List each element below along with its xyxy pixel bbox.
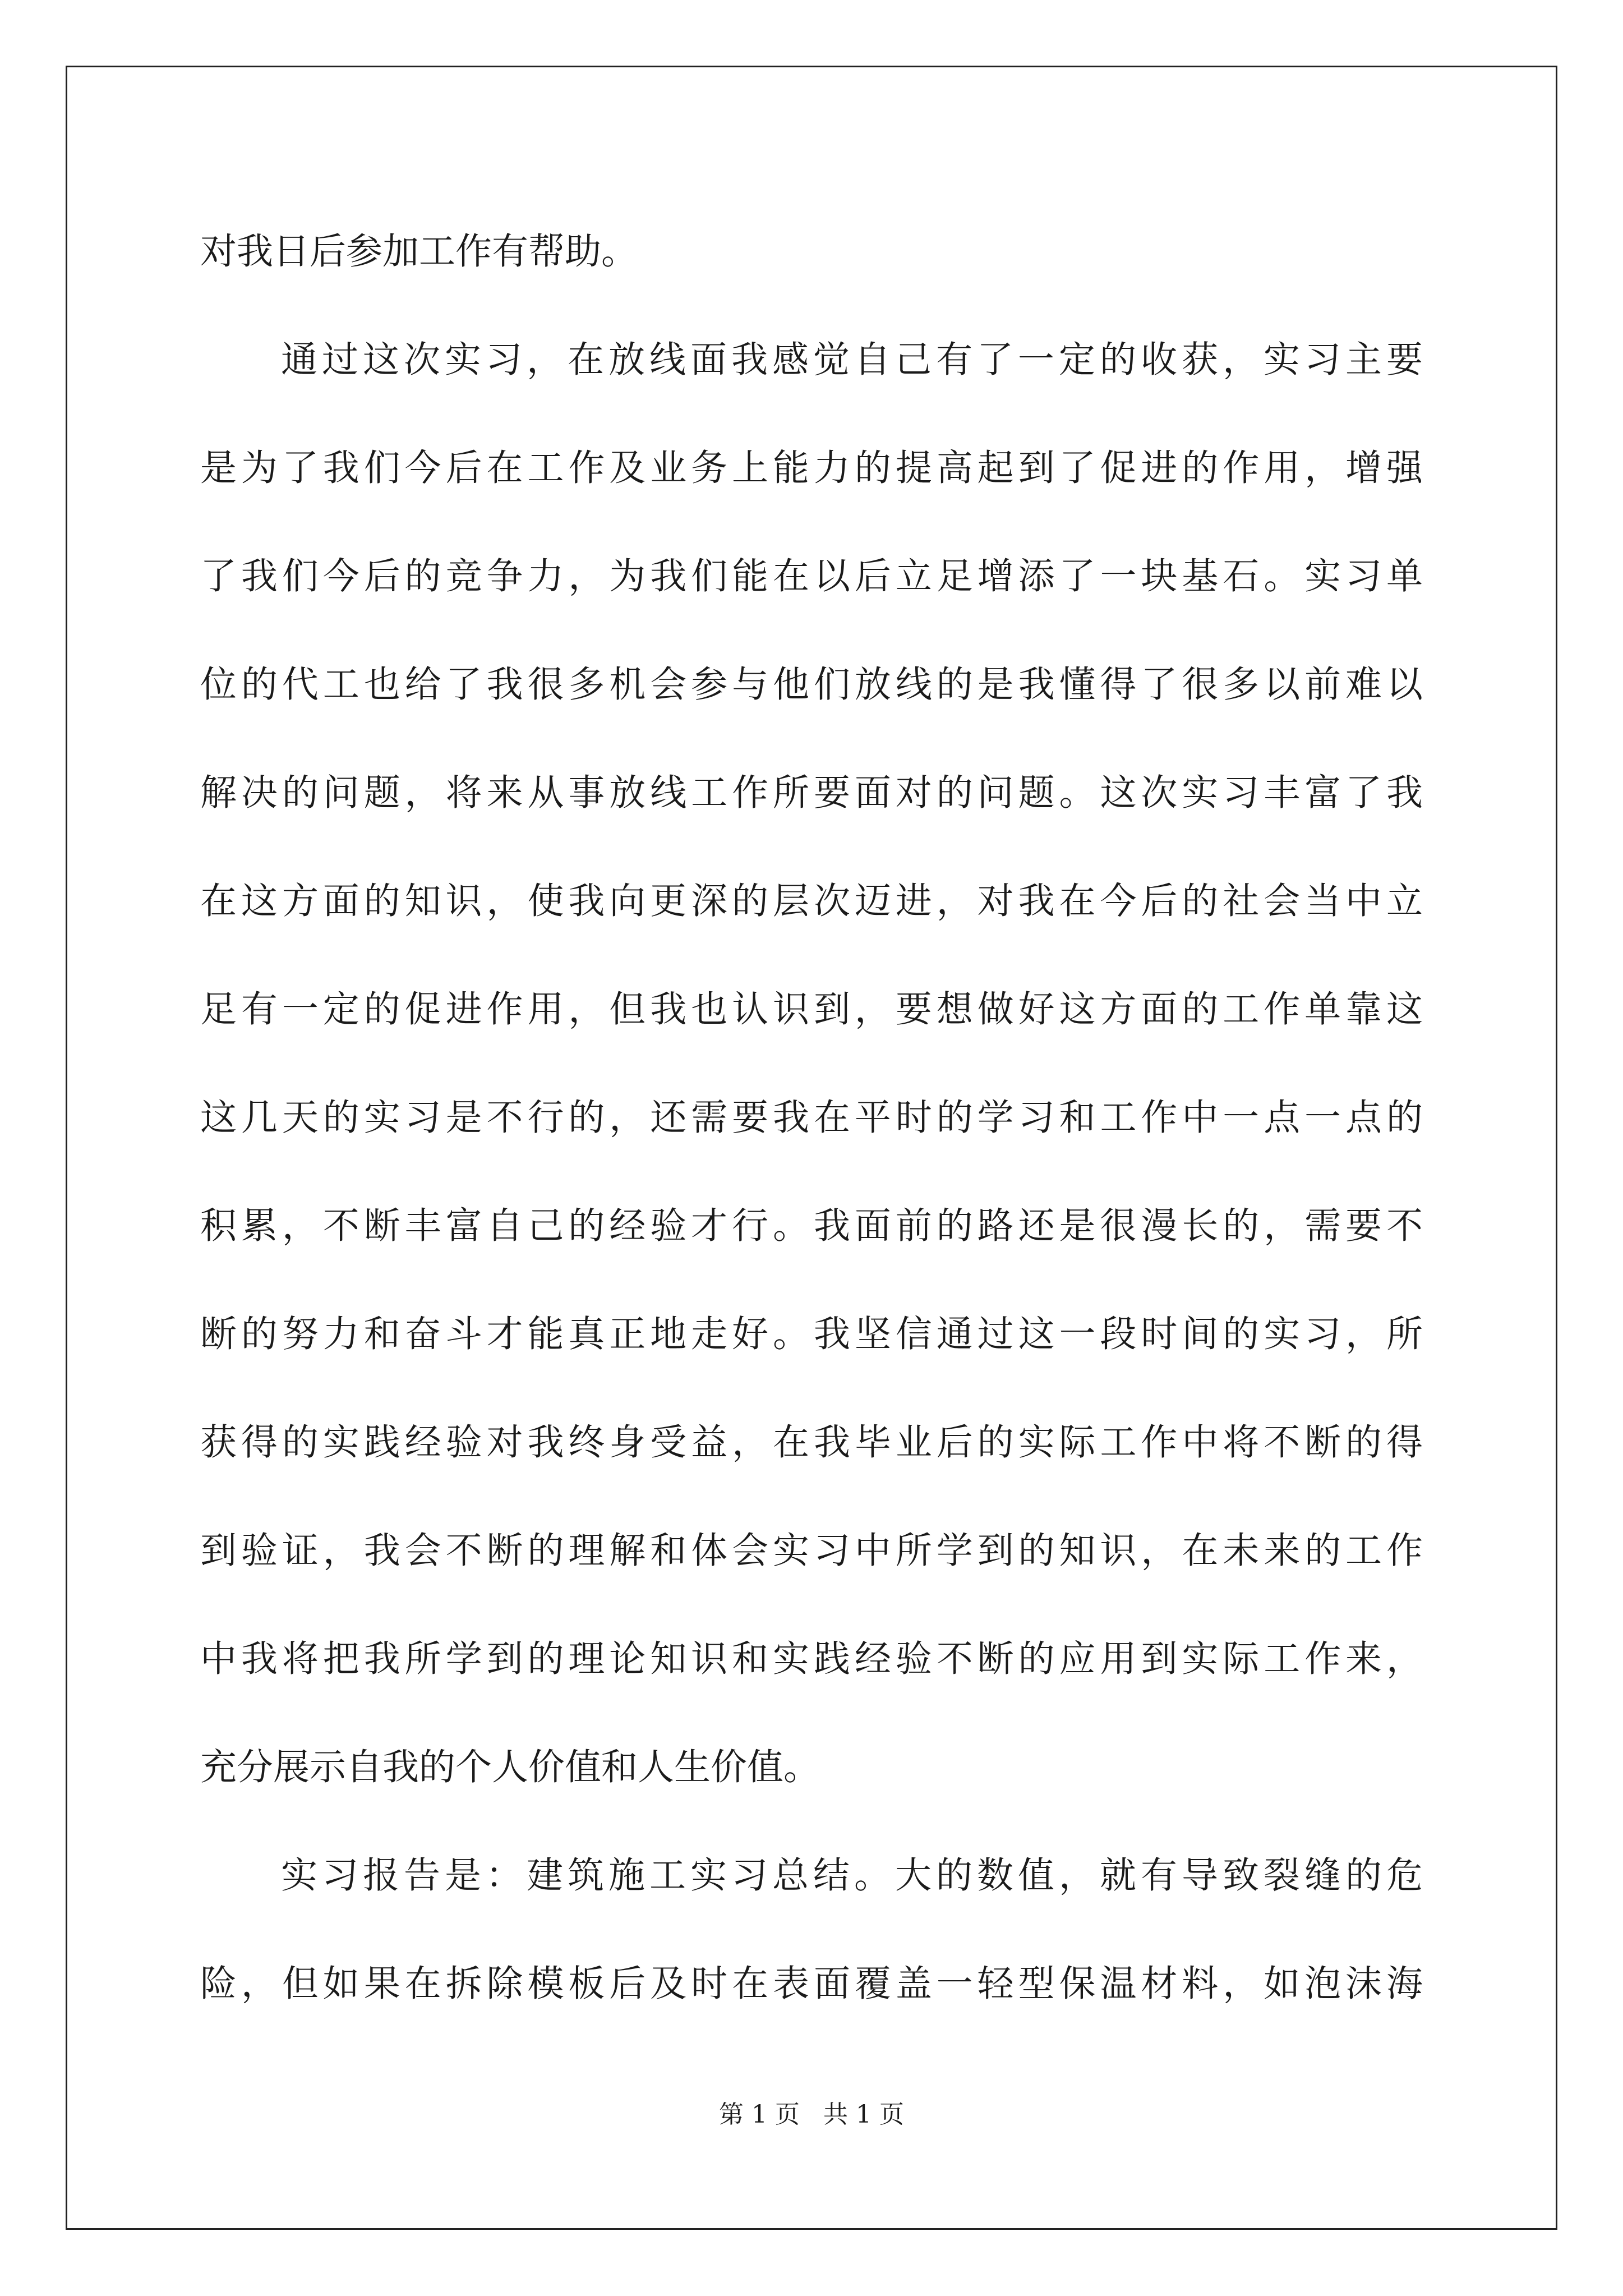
paragraph-2-line-2: 是为了我们今后在工作及业务上能力的提高起到了促进的作用，增强 xyxy=(200,447,1423,489)
paragraph-2-line-11: 获得的实践经验对我终身受益，在我毕业后的实际工作中将不断的得 xyxy=(200,1421,1423,1464)
paragraph-2-line-10: 断的努力和奋斗才能真正地走好。我坚信通过这一段时间的实习，所 xyxy=(200,1313,1423,1355)
paragraph-2-line-12: 到验证，我会不断的理解和体会实习中所学到的知识，在未来的工作 xyxy=(200,1530,1423,1572)
paragraph-2-line-3: 了我们今后的竞争力，为我们能在以后立足增添了一块基石。实习单 xyxy=(200,555,1423,597)
paragraph-2-line-4: 位的代工也给了我很多机会参与他们放线的是我懂得了很多以前难以 xyxy=(200,664,1423,706)
paragraph-2-line-1: 通过这次实习，在放线面我感觉自己有了一定的收获，实习主要 xyxy=(281,339,1423,381)
paragraph-1-line-1: 对我日后参加工作有帮助。 xyxy=(200,231,638,273)
page-number: 第 1 页 xyxy=(719,2100,800,2129)
paragraph-2-line-5: 解决的问题，将来从事放线工作所要面对的问题。这次实习丰富了我 xyxy=(200,772,1423,814)
page-footer xyxy=(0,2098,1623,2132)
paragraph-2-line-6: 在这方面的知识，使我向更深的层次迈进，对我在今后的社会当中立 xyxy=(200,880,1423,922)
paragraph-2-line-8: 这几天的实习是不行的，还需要我在平时的学习和工作中一点一点的 xyxy=(200,1097,1423,1139)
document-body xyxy=(200,197,1423,2038)
page-total: 共 1 页 xyxy=(823,2100,904,2129)
paragraph-2-line-14: 充分展示自我的个人价值和人生价值。 xyxy=(200,1746,820,1788)
paragraph-2-line-9: 积累，不断丰富自己的经验才行。我面前的路还是很漫长的，需要不 xyxy=(200,1205,1423,1247)
paragraph-2-line-13: 中我将把我所学到的理论知识和实践经验不断的应用到实际工作来， xyxy=(200,1638,1423,1680)
paragraph-2-line-7: 足有一定的促进作用，但我也认识到，要想做好这方面的工作单靠这 xyxy=(200,988,1423,1030)
paragraph-3-line-2: 险，但如果在拆除模板后及时在表面覆盖一轻型保温材料，如泡沫海 xyxy=(200,1963,1423,2005)
paragraph-3-line-1: 实习报告是：建筑施工实习总结。大的数值，就有导致裂缝的危 xyxy=(281,1855,1423,1897)
